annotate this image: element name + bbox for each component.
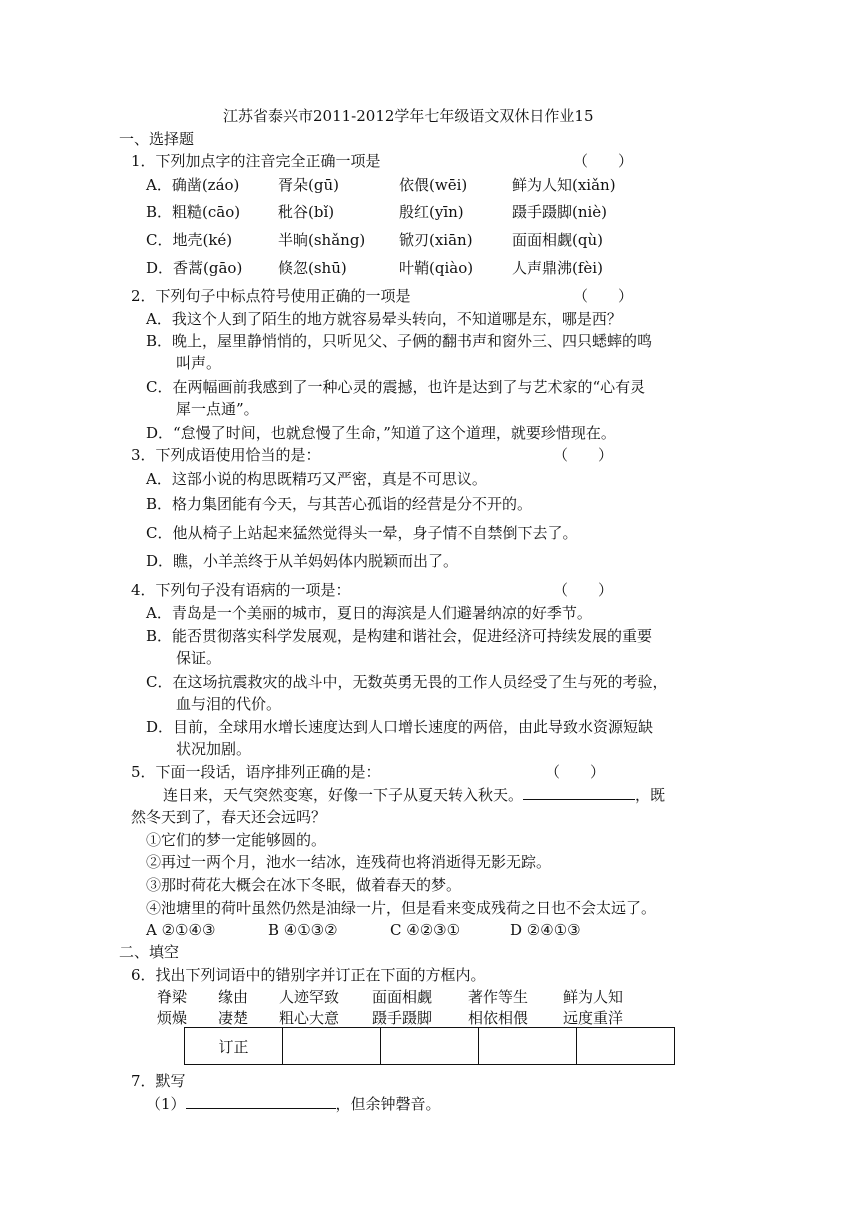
- q3-option-c: C．他从椅子上站起来猛然觉得头一晕，身子情不自禁倒下去了。: [146, 524, 578, 542]
- q5-passage-line2: 然冬天到了，春天还会远吗？: [131, 808, 327, 826]
- question-1-stem: 1．下列加点字的注音完全正确一项是: [131, 152, 381, 170]
- q1-b-3: 殷红(yīn): [399, 203, 464, 221]
- question-5-stem: 5．下面一段话，语序排列正确的是：: [131, 763, 381, 781]
- q4-option-c-line2: 血与泪的代价。: [176, 695, 282, 713]
- correction-cell-4[interactable]: [577, 1028, 675, 1065]
- q5-sentence-4: ④池塘里的荷叶虽然仍然是油绿一片，但是看来变成残荷之日也不会太远了。: [146, 899, 657, 917]
- q5-choice-c: C ④②③①: [390, 921, 461, 939]
- correction-table-row: [185, 1028, 675, 1065]
- q5-sentence-1: ①它们的梦一定能够圆的。: [146, 831, 327, 849]
- correction-label-cell: 订正: [185, 1028, 283, 1065]
- q2-option-c-line2: 犀一点通”。: [176, 400, 259, 418]
- q1-b-4: 蹑手蹑脚(niè): [512, 203, 608, 221]
- q6-word-2-6: 远度重洋: [563, 1009, 624, 1027]
- q4-option-a: A．青岛是一个美丽的城市，夏日的海滨是人们避暑纳凉的好季节。: [146, 604, 592, 622]
- correction-cell-1[interactable]: [283, 1028, 381, 1065]
- question-2-answer-paren: （ ）: [573, 287, 634, 305]
- q1-a-2: 胥朵(gū): [278, 176, 339, 194]
- q5-passage-line1: [163, 785, 665, 805]
- q3-option-b: B．格力集团能有今天，与其苦心孤诣的经营是分不开的。: [146, 495, 533, 513]
- q2-option-a: A．我这个人到了陌生的地方就容易晕头转向，不知道哪是东，哪是西？: [146, 310, 622, 328]
- q2-option-b-line1: B．晚上，屋里静悄悄的，只听见父、子俩的翻书声和窗外三、四只蟋蟀的鸣: [146, 332, 653, 350]
- q5-passage-text: 连日来，天气突然变寒，好像一下子从夏天转入秋天。: [163, 786, 524, 804]
- q1-a-3: 依偎(wēi): [399, 176, 468, 194]
- q6-word-2-3: 粗心大意: [279, 1009, 340, 1027]
- q1-a-1: A．确凿(záo): [146, 176, 240, 194]
- section-heading-fill: 二、填空: [119, 943, 180, 961]
- document-title: 江苏省泰兴市2011-2012学年七年级语文双休日作业15: [223, 107, 594, 125]
- q4-option-b-line2: 保证。: [176, 649, 222, 667]
- q5-sentence-2: ②再过一两个月，池水一结冰，连残荷也将消逝得无影无踪。: [146, 853, 552, 871]
- q1-d-3: 叶鞘(qiào): [399, 259, 474, 277]
- question-2-stem: 2．下列句子中标点符号使用正确的一项是: [131, 287, 411, 305]
- q2-option-c-line1: C．在两幅画前我感到了一种心灵的震撼，也许是达到了与艺术家的“心有灵: [146, 378, 646, 396]
- q4-option-b-line1: B．能否贯彻落实科学发展观，是构建和谐社会，促进经济可持续发展的重要: [146, 627, 653, 645]
- q5-choice-a: A ②①④③: [146, 921, 216, 939]
- q5-passage-text-tail: ，既: [635, 786, 666, 804]
- q7-item-1-blank: [186, 1094, 336, 1109]
- q1-d-2: 倏忽(shū): [278, 259, 347, 277]
- q5-blank: [523, 785, 635, 800]
- q2-option-b-line2: 叫声。: [176, 354, 222, 372]
- q4-option-d-line2: 状况加剧。: [176, 740, 252, 758]
- q1-b-1: B．粗糙(cāo): [146, 203, 241, 221]
- question-3-stem: 3．下列成语使用恰当的是：: [131, 446, 321, 464]
- q1-b-2: 秕谷(bǐ): [278, 203, 335, 221]
- question-4-answer-paren: （ ）: [553, 581, 614, 599]
- q7-item-1-text: ，但余钟磬音。: [335, 1095, 441, 1113]
- q6-word-2-2: 凄楚: [218, 1009, 249, 1027]
- q1-a-4: 鲜为人知(xiǎn): [512, 176, 616, 194]
- q6-word-1-3: 人迹罕致: [279, 988, 340, 1006]
- q4-option-c-line1: C．在这场抗震救灾的战斗中，无数英勇无畏的工作人员经受了生与死的考验，: [146, 673, 668, 691]
- correction-cell-3[interactable]: [479, 1028, 577, 1065]
- correction-cell-2[interactable]: [381, 1028, 479, 1065]
- q3-option-d: D．瞧，小羊羔终于从羊妈妈体内脱颖而出了。: [146, 552, 459, 570]
- q4-option-d-line1: D．目前，全球用水增长速度达到人口增长速度的两倍，由此导致水资源短缺: [146, 718, 654, 736]
- q5-choice-d: D ②④①③: [510, 921, 581, 939]
- section-heading-choice: 一、选择题: [119, 130, 195, 148]
- question-3-answer-paren: （ ）: [553, 446, 614, 464]
- q6-word-1-6: 鲜为人知: [563, 988, 624, 1006]
- q5-sentence-3: ③那时荷花大概会在冰下冬眠，做着春天的梦。: [146, 876, 462, 894]
- q6-word-1-5: 著作等生: [468, 988, 529, 1006]
- q1-c-3: 锨刃(xiān): [399, 231, 473, 249]
- q6-word-1-1: 脊梁: [157, 988, 188, 1006]
- q1-c-1: C．地壳(ké): [146, 231, 233, 249]
- question-6-stem: 6．找出下列词语中的错别字并订正在下面的方框内。: [131, 966, 486, 984]
- q6-word-1-2: 缘由: [218, 988, 249, 1006]
- q5-choice-b: B ④①③②: [268, 921, 338, 939]
- q3-option-a: A．这部小说的构思既精巧又严密，真是不可思议。: [146, 470, 487, 488]
- question-7-stem: 7．默写: [131, 1072, 186, 1090]
- q6-word-2-4: 蹑手蹑脚: [372, 1009, 433, 1027]
- question-5-answer-paren: （ ）: [545, 763, 606, 781]
- question-4-stem: 4．下列句子没有语病的一项是：: [131, 581, 351, 599]
- q1-d-1: D．香蒿(gāo): [146, 259, 243, 277]
- correction-table: [184, 1027, 675, 1065]
- q6-word-2-1: 烦燥: [157, 1009, 188, 1027]
- q1-d-4: 人声鼎沸(fèi): [512, 259, 603, 277]
- q7-item-1: [146, 1094, 441, 1114]
- q2-option-d: D．“怠慢了时间，也就怠慢了生命，”知道了这个道理，就要珍惜现在。: [146, 424, 616, 442]
- q1-c-2: 半晌(shǎng): [278, 231, 366, 249]
- question-1-answer-paren: （ ）: [573, 152, 634, 170]
- q6-word-1-4: 面面相觑: [372, 988, 433, 1006]
- q6-word-2-5: 相依相偎: [468, 1009, 529, 1027]
- q1-c-4: 面面相觑(qù): [512, 231, 603, 249]
- q7-item-1-number: （1）: [146, 1095, 186, 1113]
